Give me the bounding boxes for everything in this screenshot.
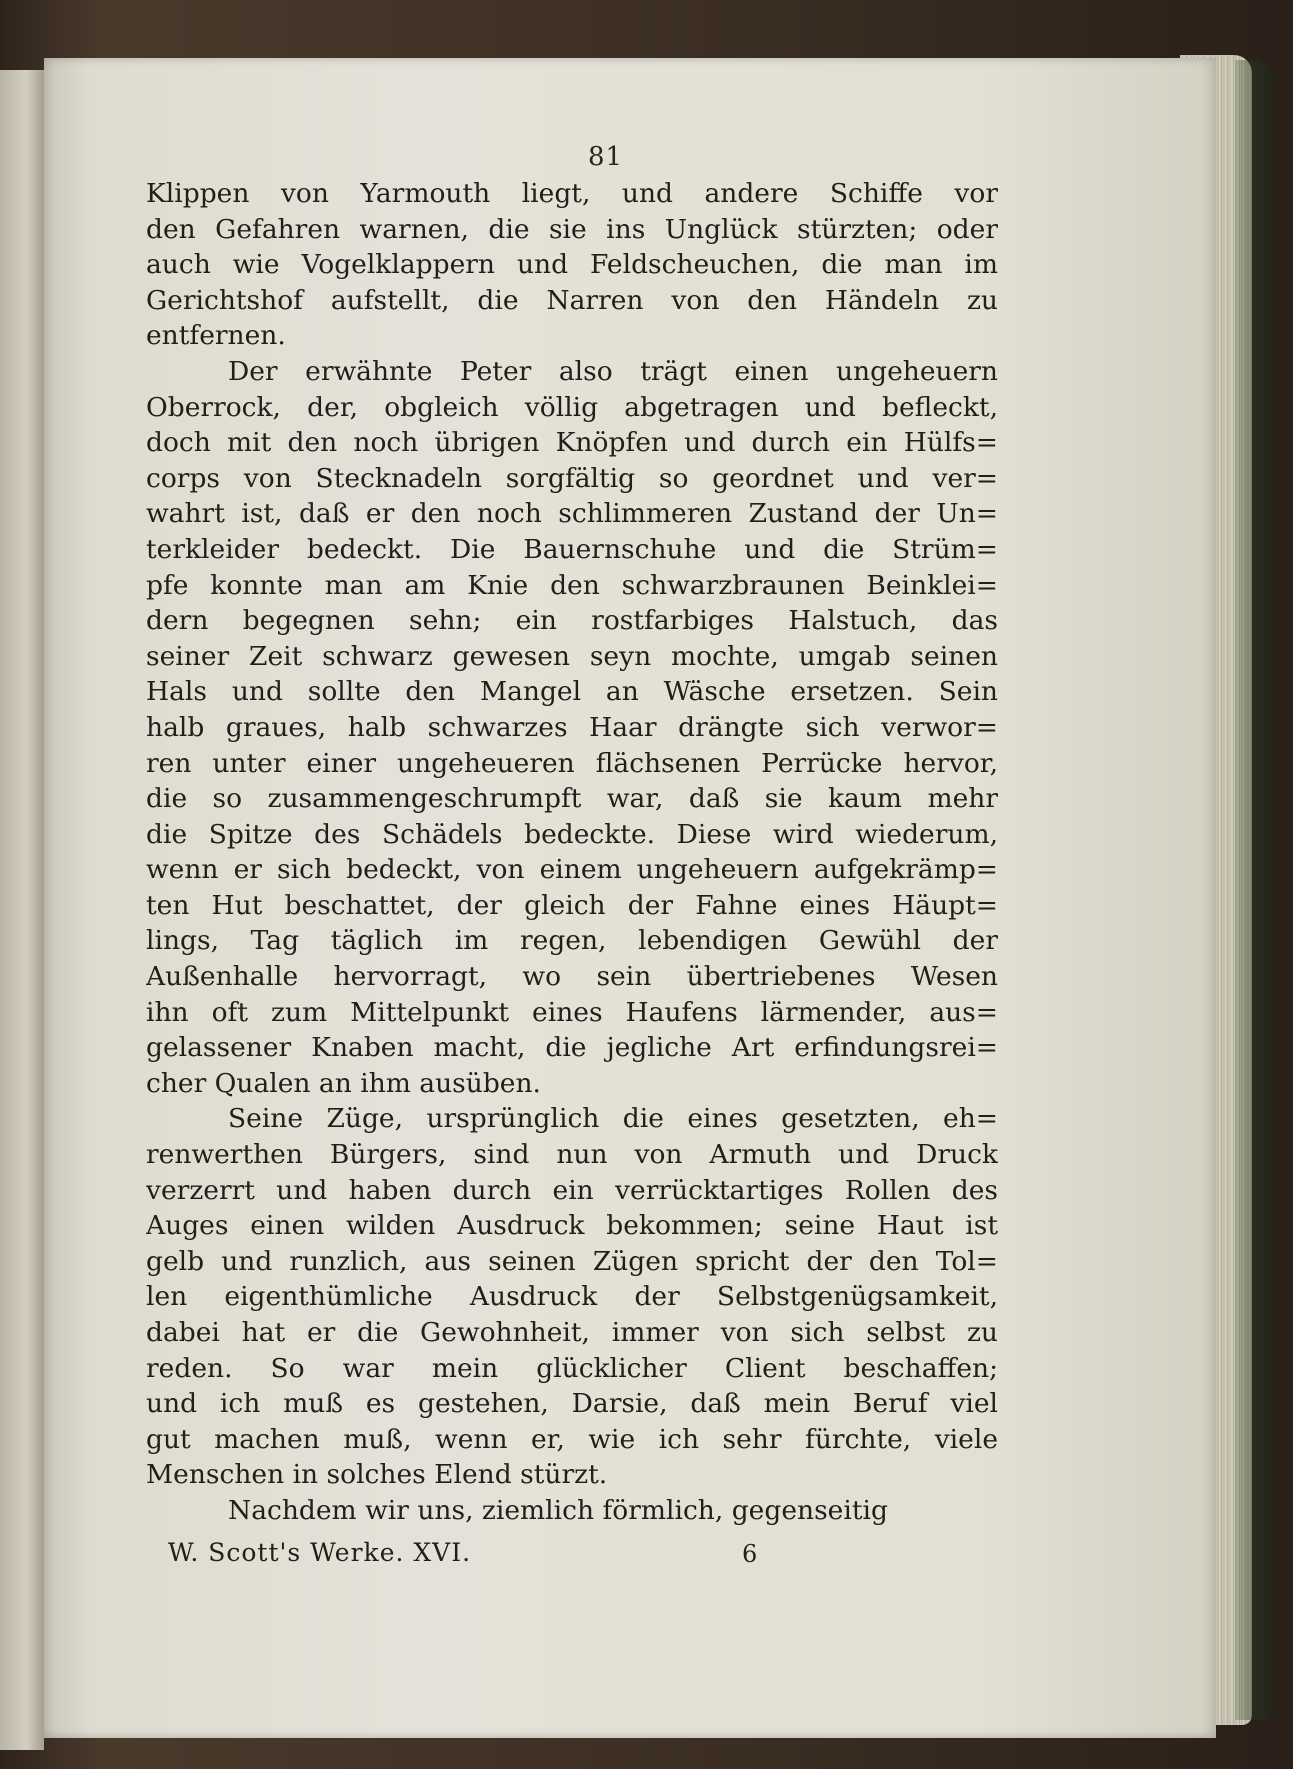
text-line: len eigenthümliche Ausdruck der Selbstgenügsamkeit, — [146, 1281, 998, 1313]
text-line: den Gefahren warnen, die sie ins Unglück stürzten; oder — [146, 213, 998, 245]
text-line: Nachdem wir uns, ziemlich förmlich, gegenseitig — [228, 1494, 888, 1526]
text-line: die Spitze des Schädels bedeckte. Diese wird wiederum, — [146, 818, 998, 850]
cover-edge-shadow — [1235, 60, 1275, 1720]
text-line: dabei hat er die Gewohnheit, immer von sich selbst zu — [146, 1317, 998, 1348]
text-line: cher Qualen an ihm ausüben. — [146, 1067, 541, 1099]
text-line: ihn oft zum Mittelpunkt eines Haufens lärmender, aus= — [146, 996, 998, 1028]
text-line: ten Hut beschattet, der gleich der Fahne eines Häupt= — [146, 889, 998, 921]
text-line: gelb und runzlich, aus seinen Zügen spricht der den Tol= — [146, 1245, 998, 1277]
text-line: renwerthen Bürgers, sind nun von Armuth und Druck — [146, 1139, 998, 1171]
text-line: Menschen in solches Elend stürzt. — [146, 1459, 608, 1491]
text-line: corps von Stecknadeln sorgfältig so geordnet und ver= — [146, 462, 998, 494]
text-line: Seine Züge, ursprünglich die eines gesetzten, eh= — [228, 1103, 998, 1135]
text-line: und ich muß es gestehen, Darsie, daß mein Beruf viel — [146, 1388, 998, 1420]
text-line: Auges einen wilden Ausdruck bekommen; seine Haut ist — [146, 1210, 998, 1242]
text-line: verzerrt und haben durch ein verrücktartiges Rollen des — [146, 1174, 998, 1206]
text-line: Oberrock, der, obgleich völlig abgetragen und befleckt, — [146, 391, 998, 423]
text-line: reden. So war mein glücklicher Client beschaffen; — [146, 1352, 998, 1384]
previous-page-edge — [0, 70, 44, 1750]
text-line: lings, Tag täglich im regen, lebendigen Gewühl der — [146, 925, 998, 957]
text-line: seiner Zeit schwarz gewesen seyn mochte, umgab seinen — [146, 640, 998, 672]
text-line: wahrt ist, daß er den noch schlimmeren Zustand der Un= — [146, 498, 998, 530]
text-line: gut machen muß, wenn er, wie ich sehr fürchte, viele — [146, 1423, 998, 1455]
text-line: ren unter einer ungeheueren flächsenen Perrücke hervor, — [146, 747, 998, 779]
text-line: terkleider bedeckt. Die Bauernschuhe und die Strüm= — [146, 533, 998, 565]
printer-signature-mark: 6 — [742, 1540, 758, 1568]
text-line: doch mit den noch übrigen Knöpfen und durch ein Hülfs= — [146, 427, 998, 459]
page-number: 81 — [588, 142, 624, 172]
text-line: wenn er sich bedeckt, von einem ungeheuern aufgekrämp= — [146, 854, 998, 886]
text-line: dern begegnen sehn; ein rostfarbiges Halstuch, das — [146, 605, 998, 637]
text-line: Der erwähnte Peter also trägt einen ungeheuern — [228, 355, 998, 387]
body-text — [146, 176, 998, 1529]
text-line: Klippen von Yarmouth liegt, und andere Schiffe vor — [146, 178, 998, 209]
text-line: auch wie Vogelklappern und Feldscheuchen, die man im — [146, 249, 998, 281]
text-line: pfe konnte man am Knie den schwarzbraunen Beinklei= — [146, 569, 998, 601]
footer-signature-line: W. Scott's Werke. XVI. — [168, 1538, 472, 1567]
text-line: die so zusammengeschrumpft war, daß sie kaum mehr — [146, 783, 998, 815]
text-line: entfernen. — [146, 320, 286, 352]
text-line: Hals und sollte den Mangel an Wäsche ersetzen. Sein — [146, 676, 998, 708]
text-line: gelassener Knaben macht, die jegliche Art erfindungsrei= — [146, 1032, 998, 1064]
text-line: halb graues, halb schwarzes Haar drängte sich verwor= — [146, 711, 998, 743]
text-line: Außenhalle hervorragt, wo sein übertriebenes Wesen — [146, 961, 998, 993]
text-line: Gerichtshof aufstellt, die Narren von den Händeln zu — [146, 284, 998, 316]
